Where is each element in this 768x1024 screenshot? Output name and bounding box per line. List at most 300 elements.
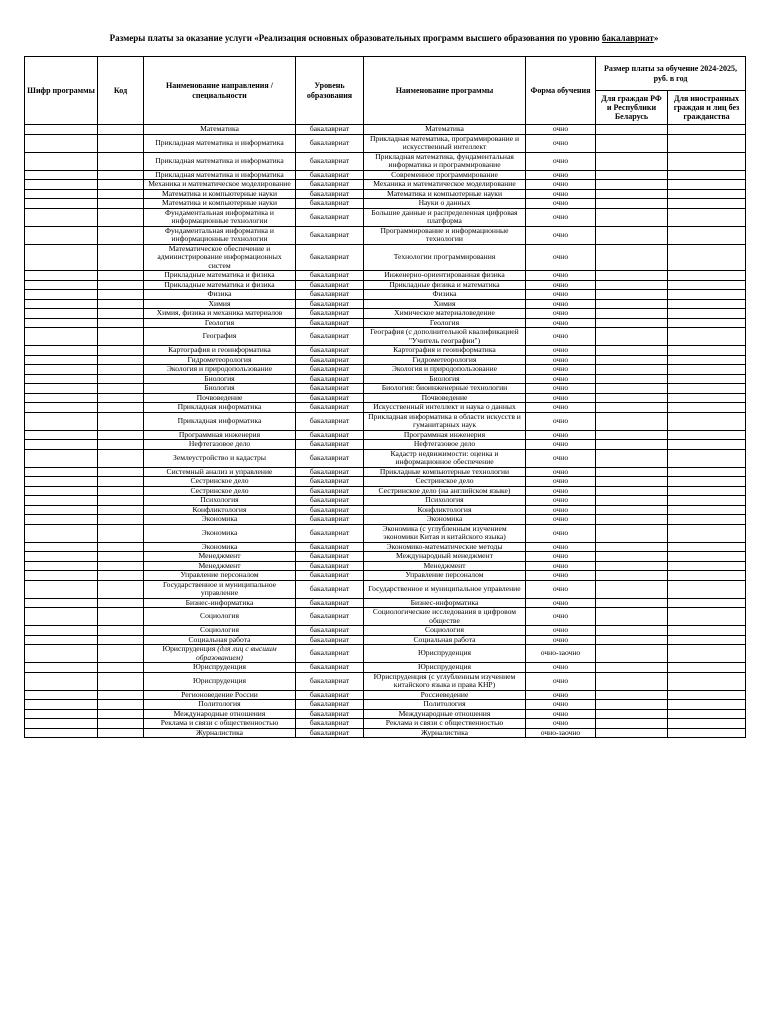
cell-fee-rf: [596, 271, 668, 281]
cell-uroven: бакалавриат: [296, 505, 364, 515]
cell-fee-foreign: [668, 290, 746, 300]
cell-fee-rf: [596, 328, 668, 346]
cell-programma: Кадастр недвижимости: оценка и информационное обеспечение: [364, 449, 526, 467]
cell-napravlenie: [144, 134, 296, 152]
cell-fee-rf: [596, 374, 668, 384]
cell-programma: Химия: [364, 299, 526, 309]
napravlenie-text: Землеустройство и кадастры: [173, 452, 266, 462]
cell-uroven: бакалавриат: [296, 719, 364, 729]
cell-forma: очно: [526, 663, 596, 673]
cell-uroven: бакалавриат: [296, 393, 364, 403]
cell-napravlenie: [144, 430, 296, 440]
cell-programma: Реклама и связи с общественностью: [364, 719, 526, 729]
cell-uroven: бакалавриат: [296, 412, 364, 430]
cell-forma: очно: [526, 180, 596, 190]
cell-uroven: бакалавриат: [296, 635, 364, 645]
napravlenie-note: (для лиц с высшим образованием): [196, 644, 277, 662]
cell-napravlenie: [144, 355, 296, 365]
cell-shifr: [25, 505, 98, 515]
cell-shifr: [25, 290, 98, 300]
cell-uroven: бакалавриат: [296, 384, 364, 394]
cell-napravlenie: [144, 346, 296, 356]
cell-forma: очно: [526, 700, 596, 710]
table-row: [25, 393, 746, 403]
header-programma: Наименование программы: [364, 57, 526, 125]
cell-uroven: бакалавриат: [296, 663, 364, 673]
cell-uroven: бакалавриат: [296, 271, 364, 281]
cell-kod: [98, 271, 144, 281]
cell-fee-rf: [596, 709, 668, 719]
cell-uroven: бакалавриат: [296, 170, 364, 180]
napravlenie-text: Сестринское дело: [190, 476, 249, 485]
table-row: [25, 542, 746, 552]
header-fee-rf: Для граждан РФ и Республики Беларусь: [596, 91, 668, 125]
cell-fee-foreign: [668, 403, 746, 413]
table-row: [25, 152, 746, 170]
cell-shifr: [25, 346, 98, 356]
cell-fee-rf: [596, 690, 668, 700]
cell-forma: очно: [526, 477, 596, 487]
napravlenie-text: Химия: [208, 299, 231, 308]
cell-napravlenie: [144, 170, 296, 180]
cell-fee-rf: [596, 477, 668, 487]
cell-fee-foreign: [668, 346, 746, 356]
cell-shifr: [25, 467, 98, 477]
cell-fee-foreign: [668, 598, 746, 608]
table-row: [25, 384, 746, 394]
napravlenie-text: Экономика: [201, 542, 238, 551]
cell-uroven: бакалавриат: [296, 318, 364, 328]
napravlenie-text: Математическое обеспечение и администрирование информационных систем: [157, 244, 282, 270]
cell-forma: очно: [526, 635, 596, 645]
cell-fee-foreign: [668, 152, 746, 170]
cell-napravlenie: [144, 690, 296, 700]
cell-napravlenie: [144, 672, 296, 690]
cell-programma: География (с дополнительной квалификацией "Учитель географии"): [364, 328, 526, 346]
cell-kod: [98, 199, 144, 209]
cell-uroven: бакалавриат: [296, 524, 364, 542]
cell-napravlenie: [144, 515, 296, 525]
cell-fee-foreign: [668, 608, 746, 626]
cell-fee-rf: [596, 290, 668, 300]
table-row: [25, 477, 746, 487]
header-shifr: Шифр программы: [25, 57, 98, 125]
cell-shifr: [25, 663, 98, 673]
cell-programma: Государственное и муниципальное управление: [364, 580, 526, 598]
table-row: [25, 728, 746, 738]
cell-kod: [98, 412, 144, 430]
cell-kod: [98, 403, 144, 413]
cell-fee-foreign: [668, 524, 746, 542]
cell-fee-foreign: [668, 552, 746, 562]
cell-napravlenie: [144, 403, 296, 413]
cell-napravlenie: [144, 635, 296, 645]
cell-forma: очно: [526, 125, 596, 135]
cell-shifr: [25, 635, 98, 645]
cell-forma: очно: [526, 608, 596, 626]
cell-forma: очно: [526, 384, 596, 394]
napravlenie-text: Физика: [207, 289, 232, 298]
napravlenie-text: Гидрометеорология: [187, 355, 252, 364]
cell-napravlenie: [144, 700, 296, 710]
cell-fee-rf: [596, 244, 668, 271]
cell-forma: очно: [526, 199, 596, 209]
napravlenie-text: Прикладная математика и информатика: [155, 170, 284, 179]
cell-uroven: бакалавриат: [296, 299, 364, 309]
napravlenie-text: Прикладная информатика: [177, 402, 262, 411]
napravlenie-text: Биология: [204, 383, 235, 392]
header-napravlenie: Наименование направления / специальности: [144, 57, 296, 125]
cell-fee-foreign: [668, 309, 746, 319]
cell-shifr: [25, 403, 98, 413]
cell-kod: [98, 467, 144, 477]
cell-forma: очно-заочно: [526, 645, 596, 663]
table-row: [25, 226, 746, 244]
cell-programma: Социология: [364, 626, 526, 636]
cell-programma: Современное программирование: [364, 170, 526, 180]
table-row: [25, 635, 746, 645]
header-fee-foreign: Для иностранных граждан и лиц без гражданства: [668, 91, 746, 125]
cell-kod: [98, 226, 144, 244]
cell-forma: очно: [526, 152, 596, 170]
cell-napravlenie: [144, 309, 296, 319]
cell-fee-rf: [596, 440, 668, 450]
cell-fee-rf: [596, 199, 668, 209]
cell-shifr: [25, 430, 98, 440]
cell-fee-foreign: [668, 672, 746, 690]
cell-programma: Прикладная математика, фундаментальная информатика и программирование: [364, 152, 526, 170]
cell-shifr: [25, 309, 98, 319]
cell-forma: очно: [526, 134, 596, 152]
cell-fee-foreign: [668, 199, 746, 209]
cell-forma: очно: [526, 672, 596, 690]
cell-shifr: [25, 374, 98, 384]
cell-forma: очно: [526, 580, 596, 598]
napravlenie-text: Математика и компьютерные науки: [161, 189, 278, 198]
title-level: бакалавриат: [601, 33, 654, 43]
cell-forma: очно: [526, 403, 596, 413]
napravlenie-text: Юриспруденция: [162, 644, 216, 653]
cell-fee-foreign: [668, 430, 746, 440]
cell-uroven: бакалавриат: [296, 199, 364, 209]
napravlenie-text: Юриспруденция: [192, 675, 247, 685]
cell-forma: очно: [526, 374, 596, 384]
cell-napravlenie: [144, 384, 296, 394]
cell-uroven: бакалавриат: [296, 208, 364, 226]
table-row: [25, 412, 746, 430]
cell-fee-rf: [596, 524, 668, 542]
cell-shifr: [25, 208, 98, 226]
cell-programma: Математика: [364, 125, 526, 135]
napravlenie-text: Геология: [204, 318, 235, 327]
cell-programma: Почвоведение: [364, 393, 526, 403]
cell-programma: Россиеведение: [364, 690, 526, 700]
cell-kod: [98, 280, 144, 290]
cell-shifr: [25, 134, 98, 152]
cell-fee-foreign: [668, 355, 746, 365]
cell-forma: очно: [526, 561, 596, 571]
cell-napravlenie: [144, 374, 296, 384]
napravlenie-text: Механика и математическое моделирование: [148, 179, 291, 188]
cell-kod: [98, 672, 144, 690]
cell-shifr: [25, 271, 98, 281]
cell-napravlenie: [144, 608, 296, 626]
napravlenie-text: Фундаментальная информатика и информационные технологии: [164, 226, 274, 243]
cell-forma: очно: [526, 346, 596, 356]
cell-shifr: [25, 280, 98, 290]
cell-fee-rf: [596, 412, 668, 430]
cell-programma: Химическое материаловедение: [364, 309, 526, 319]
cell-kod: [98, 290, 144, 300]
cell-fee-foreign: [668, 505, 746, 515]
cell-uroven: бакалавриат: [296, 542, 364, 552]
cell-programma: Науки о данных: [364, 199, 526, 209]
cell-shifr: [25, 728, 98, 738]
cell-programma: Гидрометеорология: [364, 355, 526, 365]
table-row: [25, 552, 746, 562]
cell-fee-rf: [596, 309, 668, 319]
cell-shifr: [25, 365, 98, 375]
cell-forma: очно-заочно: [526, 728, 596, 738]
cell-fee-rf: [596, 552, 668, 562]
table-row: [25, 598, 746, 608]
cell-shifr: [25, 515, 98, 525]
cell-uroven: бакалавриат: [296, 244, 364, 271]
cell-programma: Инженерно-ориентированная физика: [364, 271, 526, 281]
table-row: [25, 180, 746, 190]
cell-fee-foreign: [668, 440, 746, 450]
cell-fee-rf: [596, 626, 668, 636]
cell-programma: Программная инженерия: [364, 430, 526, 440]
cell-programma: Нефтегазовое дело: [364, 440, 526, 450]
cell-fee-rf: [596, 430, 668, 440]
cell-fee-rf: [596, 384, 668, 394]
cell-forma: очно: [526, 496, 596, 506]
cell-fee-foreign: [668, 280, 746, 290]
cell-forma: очно: [526, 440, 596, 450]
cell-fee-foreign: [668, 719, 746, 729]
cell-napravlenie: [144, 152, 296, 170]
cell-shifr: [25, 486, 98, 496]
cell-napravlenie: [144, 524, 296, 542]
cell-shifr: [25, 690, 98, 700]
cell-uroven: бакалавриат: [296, 346, 364, 356]
napravlenie-text: География: [202, 331, 237, 341]
cell-uroven: бакалавриат: [296, 290, 364, 300]
cell-forma: очно: [526, 467, 596, 477]
cell-forma: очно: [526, 244, 596, 271]
table-row: [25, 280, 746, 290]
cell-fee-rf: [596, 180, 668, 190]
cell-kod: [98, 496, 144, 506]
table-row: [25, 430, 746, 440]
cell-fee-rf: [596, 700, 668, 710]
cell-programma: Юриспруденция (с углубленным изучением китайского языка и права КНР): [364, 672, 526, 690]
cell-programma: Экономико-математические методы: [364, 542, 526, 552]
header-forma: Форма обучения: [526, 57, 596, 125]
cell-programma: Биология: [364, 374, 526, 384]
cell-uroven: бакалавриат: [296, 561, 364, 571]
cell-forma: очно: [526, 280, 596, 290]
fees-table: [24, 56, 746, 738]
cell-forma: очно: [526, 449, 596, 467]
napravlenie-text: Биология: [204, 374, 235, 383]
cell-uroven: бакалавриат: [296, 552, 364, 562]
cell-shifr: [25, 552, 98, 562]
cell-kod: [98, 608, 144, 626]
cell-napravlenie: [144, 580, 296, 598]
cell-programma: Картография и геоинформатика: [364, 346, 526, 356]
cell-uroven: бакалавриат: [296, 700, 364, 710]
cell-programma: Прикладные физика и математика: [364, 280, 526, 290]
cell-uroven: бакалавриат: [296, 180, 364, 190]
cell-fee-foreign: [668, 467, 746, 477]
cell-shifr: [25, 412, 98, 430]
napravlenie-text: Прикладная математика и информатика: [155, 137, 284, 147]
cell-fee-foreign: [668, 690, 746, 700]
cell-programma: Конфликтология: [364, 505, 526, 515]
cell-forma: очно: [526, 412, 596, 430]
cell-forma: очно: [526, 515, 596, 525]
cell-napravlenie: [144, 299, 296, 309]
cell-programma: Прикладные компьютерные технологии: [364, 467, 526, 477]
cell-forma: очно: [526, 552, 596, 562]
napravlenie-text: Менеджмент: [198, 561, 241, 570]
cell-fee-rf: [596, 505, 668, 515]
cell-uroven: бакалавриат: [296, 515, 364, 525]
cell-fee-rf: [596, 346, 668, 356]
napravlenie-text: Прикладные математика и физика: [164, 280, 275, 289]
table-body: [25, 125, 746, 738]
cell-napravlenie: [144, 226, 296, 244]
cell-fee-foreign: [668, 299, 746, 309]
cell-fee-foreign: [668, 189, 746, 199]
cell-napravlenie: [144, 328, 296, 346]
cell-uroven: бакалавриат: [296, 365, 364, 375]
cell-programma: Менеджмент: [364, 561, 526, 571]
cell-fee-foreign: [668, 374, 746, 384]
cell-programma: Математика и компьютерные науки: [364, 189, 526, 199]
napravlenie-text: Картография и геоинформатика: [168, 345, 271, 354]
table-row: [25, 328, 746, 346]
cell-shifr: [25, 226, 98, 244]
cell-fee-foreign: [668, 208, 746, 226]
table-row: [25, 440, 746, 450]
cell-kod: [98, 384, 144, 394]
cell-fee-rf: [596, 728, 668, 738]
cell-forma: очно: [526, 309, 596, 319]
cell-napravlenie: [144, 542, 296, 552]
cell-uroven: бакалавриат: [296, 189, 364, 199]
cell-kod: [98, 552, 144, 562]
cell-fee-foreign: [668, 318, 746, 328]
cell-kod: [98, 542, 144, 552]
cell-shifr: [25, 571, 98, 581]
cell-napravlenie: [144, 505, 296, 515]
cell-kod: [98, 709, 144, 719]
cell-fee-foreign: [668, 477, 746, 487]
cell-kod: [98, 598, 144, 608]
napravlenie-text: Экономика: [201, 514, 238, 523]
table-row: [25, 374, 746, 384]
cell-programma: Международные отношения: [364, 709, 526, 719]
cell-kod: [98, 626, 144, 636]
napravlenie-text: Бизнес-информатика: [185, 598, 254, 607]
cell-shifr: [25, 645, 98, 663]
cell-kod: [98, 700, 144, 710]
table-row: [25, 515, 746, 525]
cell-kod: [98, 430, 144, 440]
table-row: [25, 561, 746, 571]
cell-napravlenie: [144, 552, 296, 562]
cell-programma: Управление персоналом: [364, 571, 526, 581]
napravlenie-text: Государственное и муниципальное управление: [162, 580, 277, 597]
cell-programma: Большие данные и распределенная цифровая платформа: [364, 208, 526, 226]
cell-uroven: бакалавриат: [296, 403, 364, 413]
cell-fee-foreign: [668, 700, 746, 710]
cell-kod: [98, 645, 144, 663]
cell-forma: очно: [526, 365, 596, 375]
cell-fee-foreign: [668, 412, 746, 430]
cell-shifr: [25, 189, 98, 199]
cell-napravlenie: [144, 125, 296, 135]
napravlenie-text: Международные отношения: [173, 709, 266, 718]
cell-fee-foreign: [668, 515, 746, 525]
table-row: [25, 271, 746, 281]
cell-fee-rf: [596, 152, 668, 170]
cell-forma: очно: [526, 355, 596, 365]
cell-fee-foreign: [668, 542, 746, 552]
cell-kod: [98, 299, 144, 309]
table-row: [25, 496, 746, 506]
cell-napravlenie: [144, 440, 296, 450]
cell-shifr: [25, 709, 98, 719]
cell-kod: [98, 393, 144, 403]
cell-forma: очно: [526, 299, 596, 309]
cell-forma: очно: [526, 505, 596, 515]
cell-uroven: бакалавриат: [296, 355, 364, 365]
cell-fee-foreign: [668, 486, 746, 496]
napravlenie-text: Прикладная информатика: [177, 415, 262, 425]
cell-shifr: [25, 440, 98, 450]
napravlenie-text: Социальная работа: [188, 635, 251, 644]
cell-fee-rf: [596, 580, 668, 598]
cell-fee-rf: [596, 449, 668, 467]
cell-kod: [98, 505, 144, 515]
cell-shifr: [25, 542, 98, 552]
table-row: [25, 645, 746, 663]
cell-kod: [98, 346, 144, 356]
table-row: [25, 170, 746, 180]
cell-programma: Психология: [364, 496, 526, 506]
napravlenie-text: Прикладные математика и физика: [164, 270, 275, 279]
table-row: [25, 672, 746, 690]
cell-napravlenie: [144, 486, 296, 496]
table-row: [25, 505, 746, 515]
cell-kod: [98, 449, 144, 467]
table-row: [25, 709, 746, 719]
cell-kod: [98, 309, 144, 319]
cell-programma: Механика и математическое моделирование: [364, 180, 526, 190]
table-row: [25, 467, 746, 477]
cell-napravlenie: [144, 290, 296, 300]
cell-fee-rf: [596, 571, 668, 581]
table-row: [25, 663, 746, 673]
napravlenie-text: Реклама и связи с общественностью: [160, 718, 279, 727]
cell-kod: [98, 125, 144, 135]
cell-fee-foreign: [668, 226, 746, 244]
header-uroven: Уровень образования: [296, 57, 364, 125]
